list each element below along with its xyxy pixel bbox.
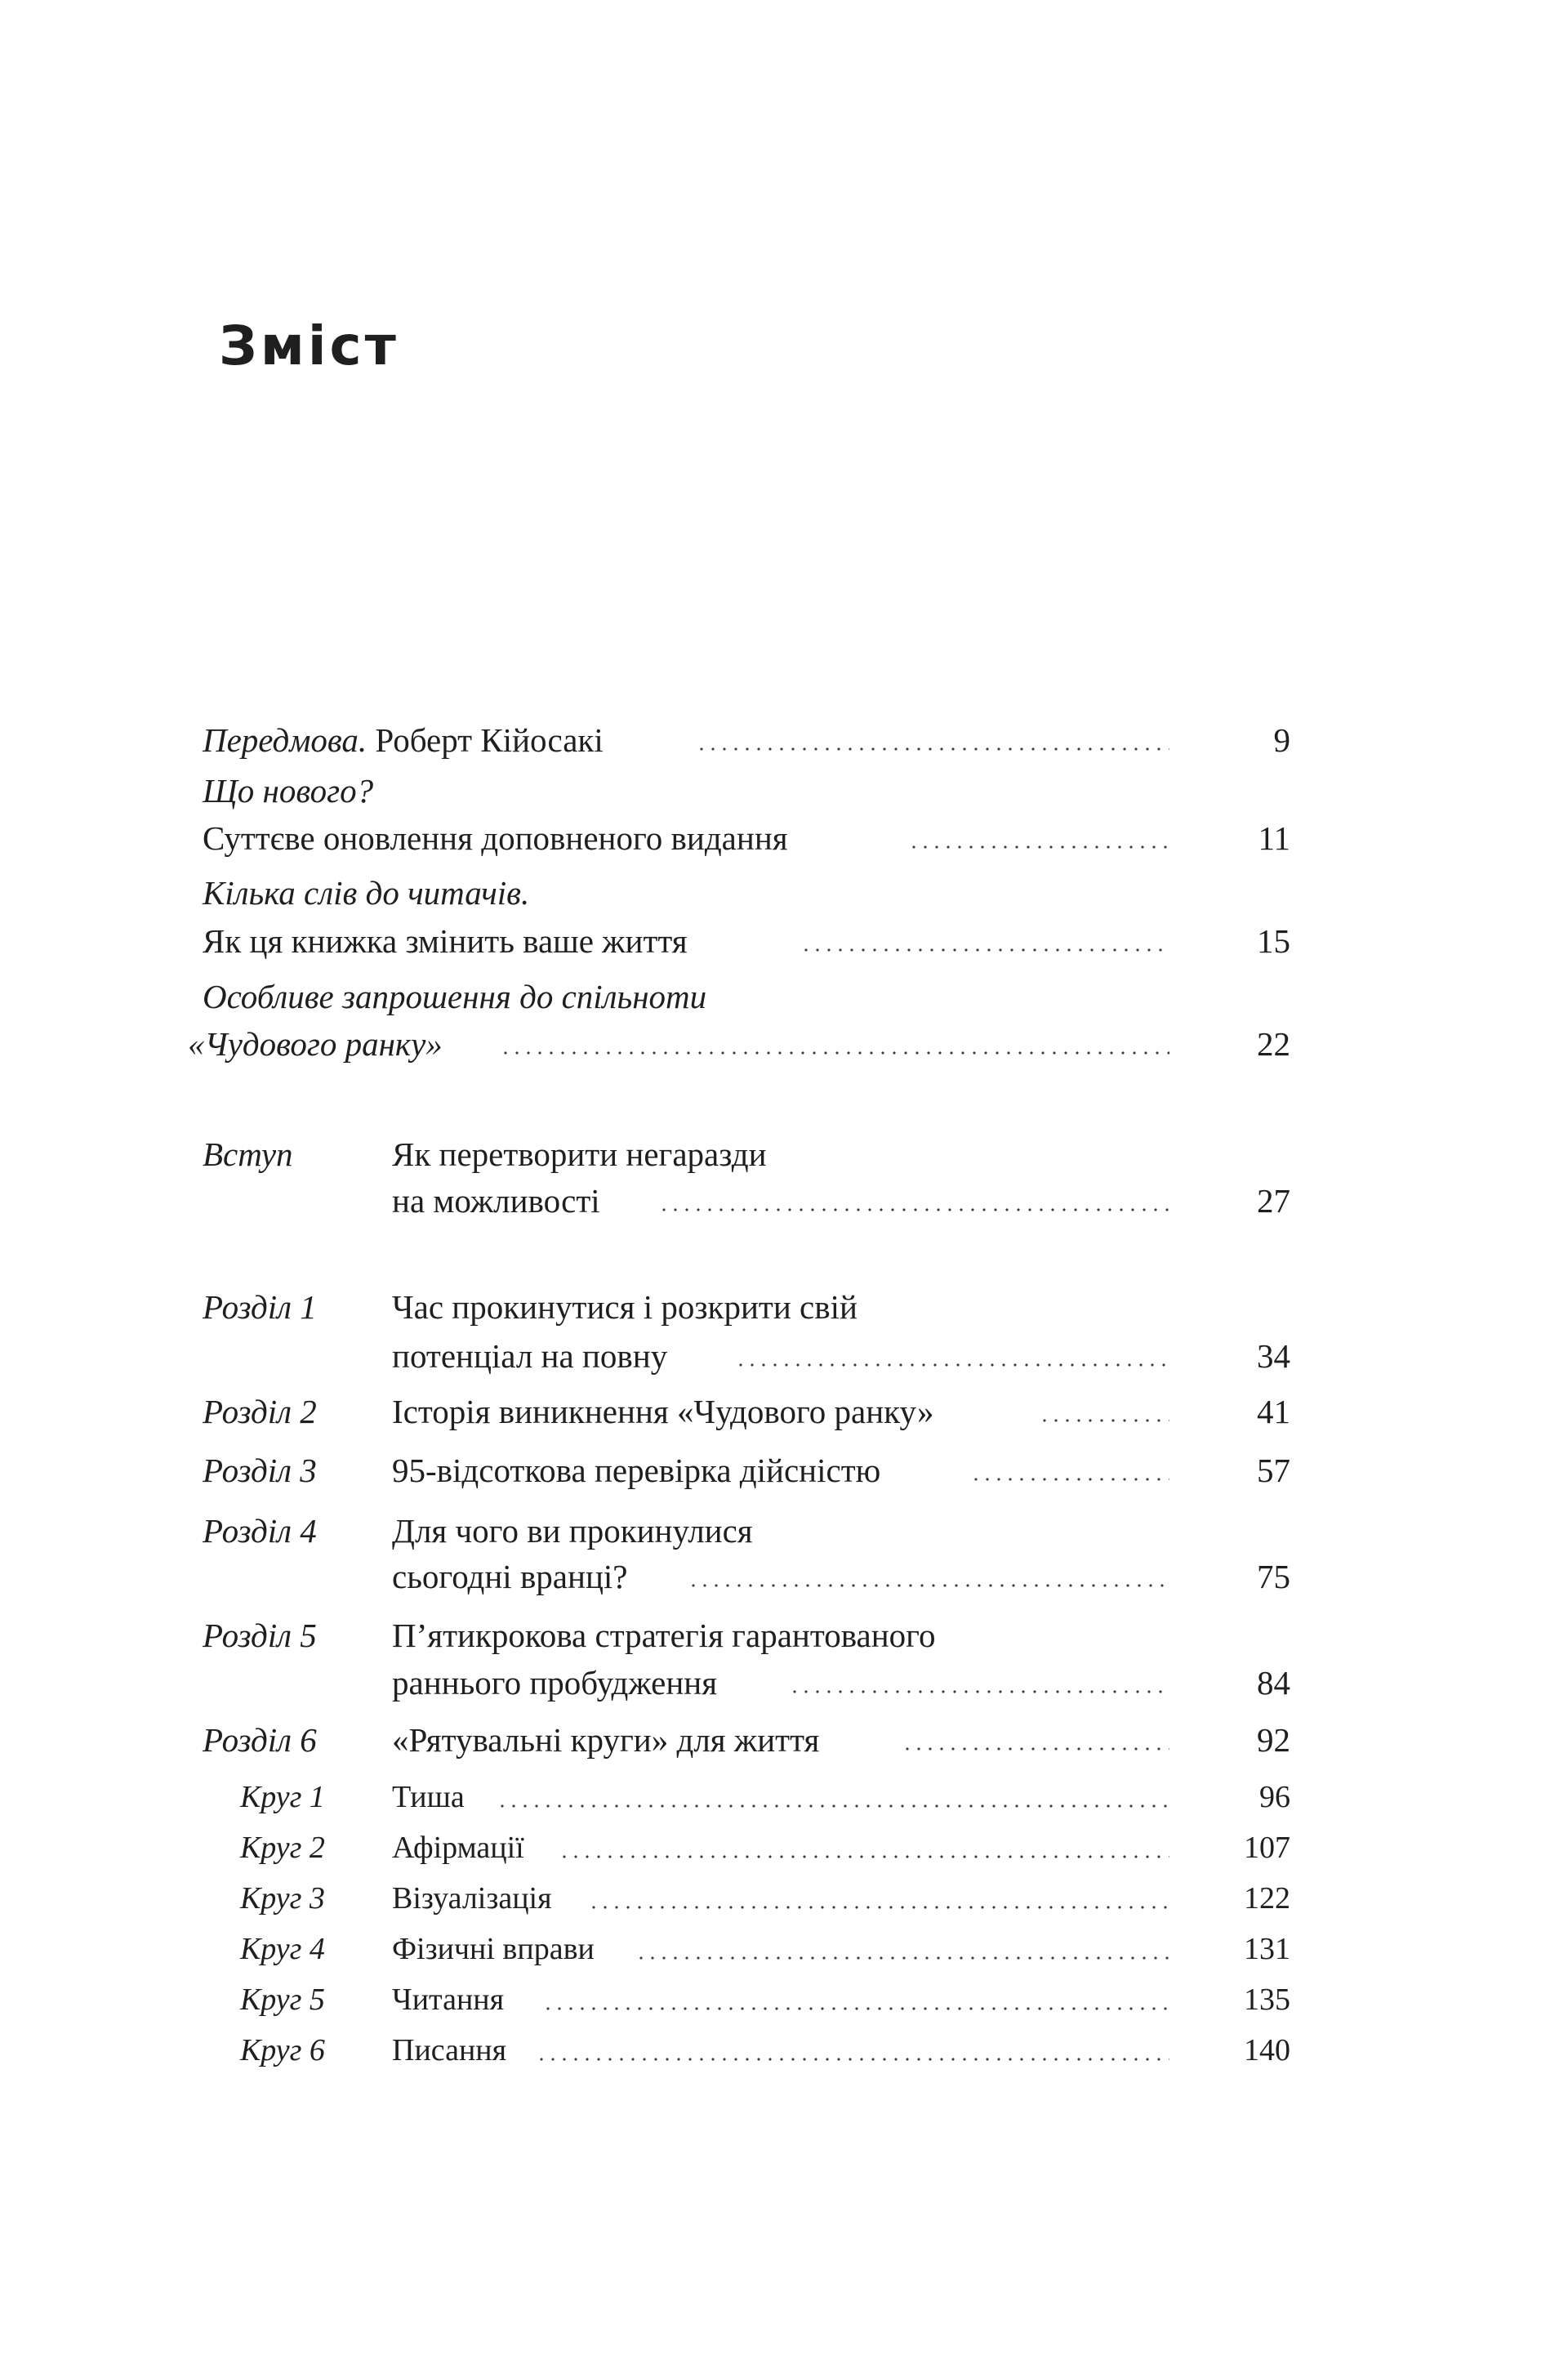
entry-text: Як перетворити негаразди	[392, 1135, 767, 1173]
page-number: 34	[1257, 1337, 1290, 1375]
page-number: 140	[1244, 2033, 1290, 2067]
entry-text: на можливості	[392, 1182, 600, 1220]
entry-label: Вступ	[203, 1135, 293, 1173]
entry-text: Історія виникнення «Чудового ранку»	[392, 1393, 934, 1430]
entry-text: Час прокинутися і розкрити свій	[392, 1288, 858, 1326]
toc-entry-chapter-2[interactable]	[0, 1389, 1568, 1434]
dot-leader	[735, 1363, 1169, 1367]
page-number: 11	[1258, 819, 1290, 857]
entry-label: Круг 6	[240, 2033, 325, 2067]
dot-leader	[696, 747, 1169, 752]
toc-entry-circle-6[interactable]	[0, 2027, 1568, 2073]
entry-label: Розділ 5	[203, 1617, 317, 1654]
entry-text: Візуалізація	[392, 1881, 552, 1916]
page-number: 92	[1257, 1721, 1290, 1759]
page-number: 57	[1257, 1452, 1290, 1489]
entry-text: Суттєве оновлення доповненого видання	[203, 819, 788, 857]
toc-entry-chapter-6[interactable]	[0, 1717, 1568, 1763]
entry-label: Розділ 2	[203, 1393, 317, 1430]
dot-leader	[789, 1689, 1169, 1694]
entry-label: Круг 5	[240, 1983, 325, 2017]
entry-text: Фізичні вправи	[392, 1932, 595, 1966]
dot-leader	[536, 2057, 1169, 2062]
toc-entry-circle-5[interactable]	[0, 1977, 1568, 2023]
toc-entry-invitation-heading	[0, 974, 1568, 1019]
entry-label: Круг 3	[240, 1881, 325, 1916]
page-number: 135	[1244, 1983, 1290, 2017]
toc-entry-intro-cont[interactable]	[0, 1178, 1568, 1224]
entry-text: раннього пробудження	[392, 1664, 718, 1702]
page-number: 107	[1244, 1831, 1290, 1865]
toc-entry-circle-3[interactable]	[0, 1876, 1568, 1921]
entry-text: Роберт Кійосакі	[367, 721, 604, 759]
toc-entry-readers[interactable]	[0, 918, 1568, 964]
dot-leader	[1039, 1418, 1169, 1423]
toc-entry-readers-heading	[0, 870, 1568, 916]
toc-entry-whats-new[interactable]	[0, 815, 1568, 861]
entry-text: Писання	[392, 2033, 507, 2067]
dot-leader	[902, 1746, 1169, 1751]
entry-italic: Що нового?	[203, 772, 374, 810]
entry-label: Розділ 4	[203, 1512, 317, 1550]
toc-entry-intro[interactable]	[0, 1131, 1568, 1177]
toc-entry-chapter-1[interactable]	[0, 1284, 1568, 1330]
toc-entry-chapter-4-cont[interactable]	[0, 1554, 1568, 1599]
entry-text: Для чого ви прокинулися	[392, 1512, 753, 1550]
dot-leader	[542, 2006, 1169, 2011]
dot-leader	[800, 948, 1169, 952]
page-number: 22	[1257, 1025, 1290, 1063]
entry-text: потенціал на повну	[392, 1337, 668, 1375]
toc-entry-chapter-4[interactable]	[0, 1508, 1568, 1554]
dot-leader	[497, 1804, 1169, 1809]
dot-leader	[970, 1477, 1169, 1482]
page-number: 96	[1259, 1780, 1290, 1814]
page-number: 15	[1257, 922, 1290, 960]
toc-entry-chapter-5[interactable]	[0, 1612, 1568, 1658]
entry-text: «Рятувальні круги» для життя	[392, 1721, 820, 1759]
dot-leader	[688, 1583, 1169, 1588]
page-number: 27	[1257, 1182, 1290, 1220]
entry-label: Круг 1	[240, 1780, 325, 1814]
entry-label: Розділ 3	[203, 1452, 317, 1489]
entry-text: сьогодні вранці?	[392, 1558, 628, 1595]
toc-entry-foreword[interactable]	[0, 717, 1568, 763]
toc-entry-circle-2[interactable]	[0, 1825, 1568, 1871]
entry-italic: «Чудового ранку»	[188, 1025, 443, 1063]
dot-leader	[500, 1050, 1169, 1055]
dot-leader	[559, 1854, 1169, 1859]
page-number: 41	[1257, 1393, 1290, 1430]
toc-entry-whats-new-heading	[0, 768, 1568, 814]
entry-italic: Передмова.	[203, 721, 368, 759]
entry-italic: Особливе запрошення до спільноти	[203, 978, 707, 1015]
entry-text: Читання	[392, 1983, 505, 2017]
toc-entry-chapter-3[interactable]	[0, 1447, 1568, 1493]
entry-label: Розділ 6	[203, 1721, 317, 1759]
dot-leader	[588, 1905, 1169, 1910]
toc-entry-circle-1[interactable]	[0, 1774, 1568, 1820]
entry-text: П’ятикрокова стратегія гарантованого	[392, 1617, 936, 1654]
page-number: 75	[1257, 1558, 1290, 1595]
toc-entry-circle-4[interactable]	[0, 1926, 1568, 1972]
page-number: 84	[1257, 1664, 1290, 1702]
entry-label: Круг 2	[240, 1831, 325, 1865]
page-number: 122	[1244, 1881, 1290, 1916]
toc-entry-invitation[interactable]	[0, 1021, 1568, 1067]
page-number: 9	[1273, 721, 1290, 759]
page-number: 131	[1244, 1932, 1290, 1966]
dot-leader	[908, 845, 1169, 850]
entry-text: Афірмації	[392, 1831, 524, 1865]
entry-text: Тиша	[392, 1780, 465, 1814]
entry-label: Розділ 1	[203, 1288, 317, 1326]
entry-text: Як ця книжка змінить ваше життя	[203, 922, 688, 960]
entry-italic: Кілька слів до читачів.	[203, 874, 530, 912]
entry-label: Круг 4	[240, 1932, 325, 1966]
toc-entry-chapter-1-cont[interactable]	[0, 1333, 1568, 1379]
page-title: Зміст	[219, 314, 399, 377]
toc-entry-chapter-5-cont[interactable]	[0, 1660, 1568, 1706]
entry-text: 95-відсоткова перевірка дійсністю	[392, 1452, 881, 1489]
dot-leader	[658, 1207, 1169, 1212]
dot-leader	[635, 1956, 1169, 1960]
